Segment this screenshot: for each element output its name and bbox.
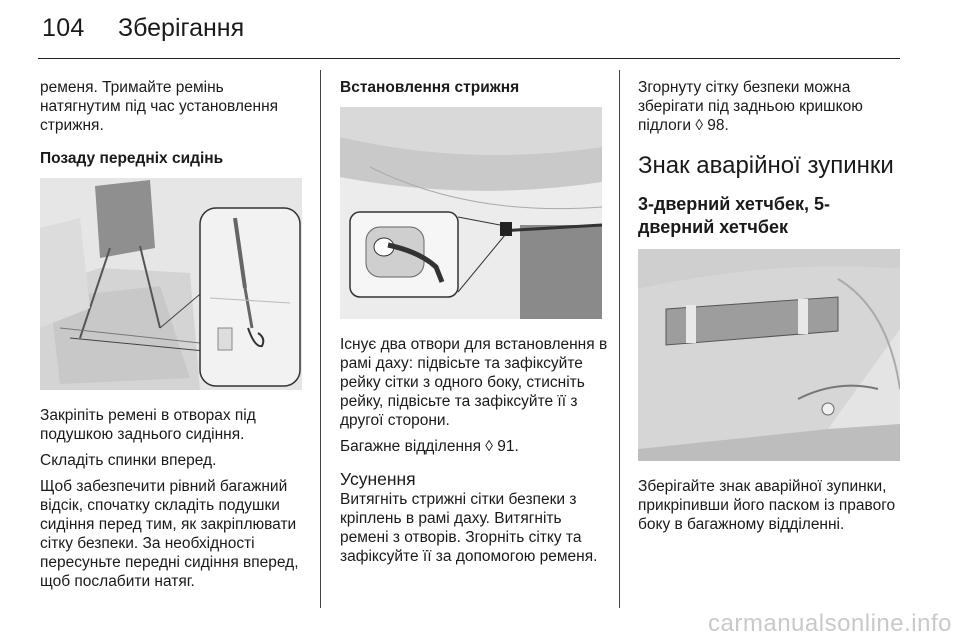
column-divider-1 [320, 70, 321, 608]
column-2 [340, 78, 608, 573]
seat-belt-illustration [40, 178, 302, 390]
col2-paragraph-2: Багажне відділення ◊ 91. [340, 438, 519, 455]
rod-installation-illustration [340, 107, 602, 319]
column-divider-2 [619, 70, 620, 608]
col2-paragraph-1: Існує два отвори для встановлення в рамі даху: підвісьте та зафіксуйте рейку сітки з одного боку, стисніть рейку, підвісьте та зафіксуйте її з другої сторони. [340, 336, 608, 429]
col3-subheading: 3-дверний хетчбек, 5-дверний хетчбек [638, 194, 831, 237]
column-3 [638, 78, 902, 541]
column-1 [40, 78, 308, 598]
col1-paragraph-4: Щоб забезпечити рівний багажний відсік, спочатку складіть подушки сидіння перед тим, як закріплювати сітку безпеки. За необхідності пересуньте передні сидіння вперед, щоб послабити натяг. [40, 478, 299, 590]
header-rule [38, 58, 900, 59]
col1-paragraph-1: ременя. Тримайте ремінь натягнутим під час установлення стрижня. [40, 79, 279, 134]
col2-heading: Встановлення стрижня [340, 79, 520, 96]
col1-paragraph-3: Складіть спинки вперед. [40, 452, 217, 469]
col3-paragraph-2: Зберігайте знак аварійної зупинки, прикріпивши його паском із правого боку в багажному відділенні. [638, 478, 896, 533]
col3-paragraph-1: Згорнуту сітку безпеки можна зберігати під задньою кришкою підлоги ◊ 98. [638, 79, 863, 134]
col2-paragraph-3: Витягніть стрижні сітки безпеки з кріплень в рамі даху. Витягніть ремені з отворів. Згорніть сітку та зафіксуйте її за допомогою ременя. [340, 491, 598, 565]
section-title: Зберігання [118, 14, 245, 42]
col1-heading: Позаду передніх сидінь [40, 150, 224, 167]
page-number: 104 [42, 14, 85, 42]
watermark: carmanualsonline.info [708, 610, 952, 637]
col3-heading: Знак аварійної зупинки [638, 152, 894, 179]
col2-subheading: Усунення [340, 469, 416, 489]
warning-triangle-storage-illustration [638, 249, 900, 461]
col1-paragraph-2: Закріпіть ремені в отворах під подушкою заднього сидіння. [40, 407, 256, 443]
